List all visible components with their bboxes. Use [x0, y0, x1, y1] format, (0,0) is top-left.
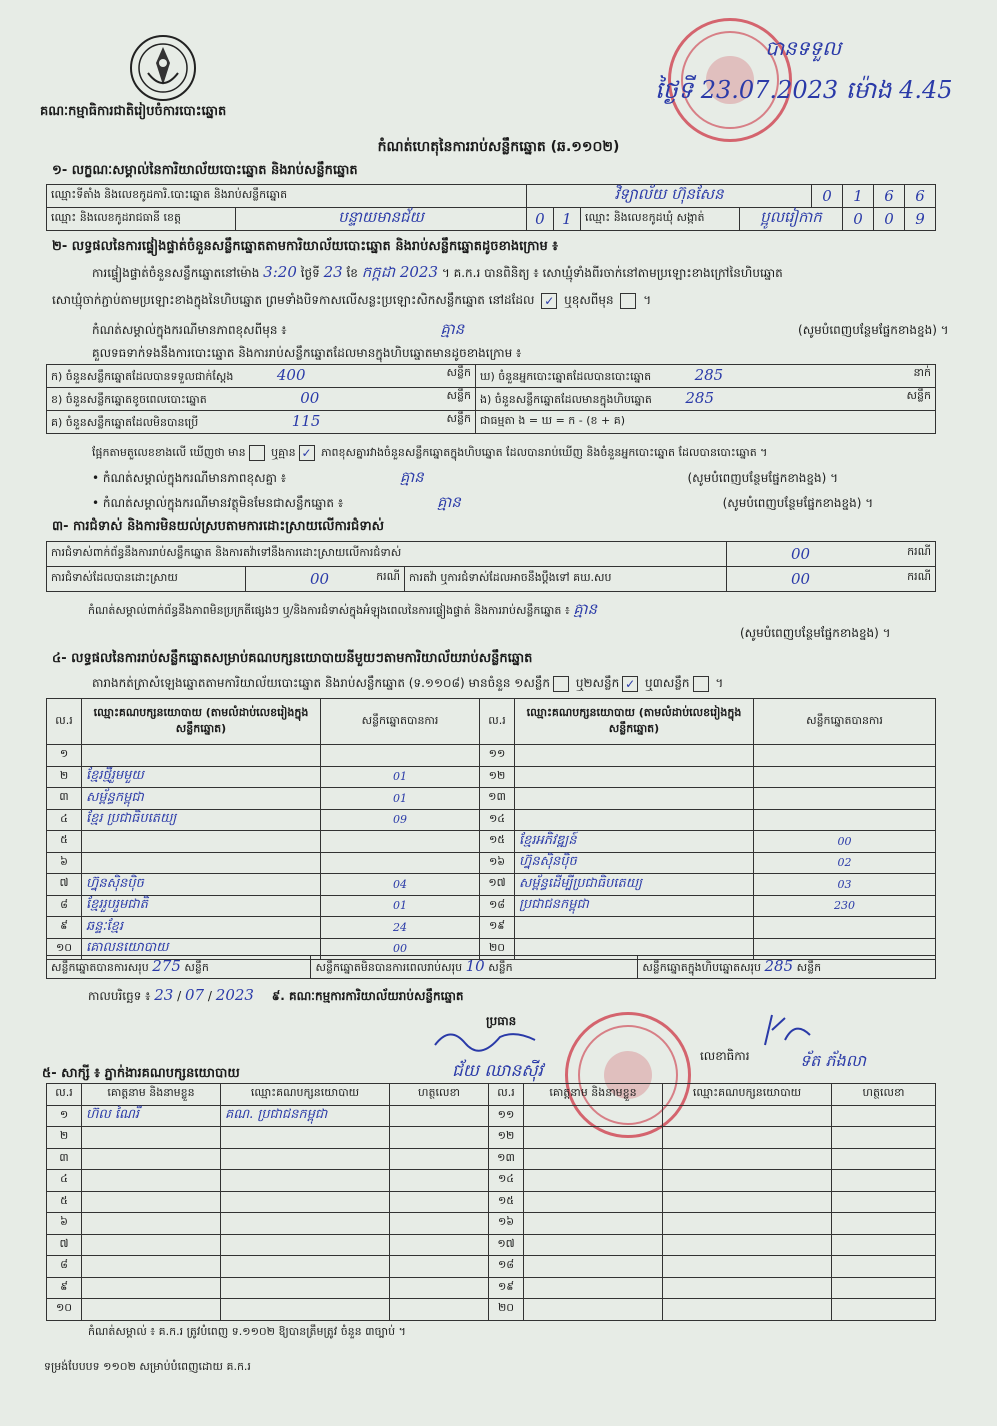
witness-party	[221, 1277, 390, 1299]
totals-row: សន្លឹកឆ្នោតបានការសរុប 275 សន្លឹក សន្លឹកឆ្នោតមិនបានការពេលរាប់សរុប 10 សន្លឹក សន្លឹកឆ្នោតក្នុងហិបឆ្នោតសរុប 285 សន្លឹក	[46, 955, 936, 979]
party-votes	[754, 766, 936, 788]
s2-time: 3:20	[263, 263, 297, 281]
row-number: ១៨	[480, 895, 515, 917]
receipt-note	[655, 25, 975, 165]
party-name	[515, 745, 754, 767]
witness-party	[663, 1105, 832, 1127]
row-number: ៥	[47, 1191, 82, 1213]
party-name	[515, 917, 754, 939]
table-row	[47, 1213, 936, 1235]
row-number: ១១	[489, 1105, 524, 1127]
witness-name	[524, 1299, 663, 1321]
chair-name: ជ័យ ឈានស៊ីវ	[452, 1061, 543, 1081]
party-name: ហ្វ៊ុនស៊ិនប៉ិច	[82, 874, 321, 896]
s2-month-year: កក្កដា 2023	[361, 263, 439, 281]
row-number: ១៤	[489, 1170, 524, 1192]
s3-row1-label: ការជំទាស់ពាក់ព័ន្ធនឹងការរាប់សន្លឹកឆ្នោត និងការតវ៉ាទៅនឹងការដោះស្រាយលើការជំទាស់	[47, 542, 727, 567]
witness-name	[524, 1234, 663, 1256]
s1-row1-value: វិទ្យាល័យ ហ៊ុនសែន	[526, 185, 811, 208]
witness-party	[221, 1191, 390, 1213]
row-number: ៩	[47, 1277, 82, 1299]
row-number: ៣	[47, 1148, 82, 1170]
section3-table: ការជំទាស់ពាក់ព័ន្ធនឹងការរាប់សន្លឹកឆ្នោត និងការតវ៉ាទៅនឹងការដោះស្រាយលើការជំទាស់ 00 ករណី ការជំទាស់ដែលបានដោះស្រាយ 00 ករណី ការតវ៉ា ឬការជំទាស់ដែលអាចនឹងប្តឹងទៅ គឃ.សប 00 ករណី	[46, 541, 936, 592]
total-valid: 275	[152, 957, 181, 975]
code-digit: 0	[843, 208, 874, 231]
table-row	[47, 1191, 936, 1213]
row-number: ១	[47, 745, 82, 767]
row-number: ៣	[47, 788, 82, 810]
witness-party	[663, 1256, 832, 1278]
row-number: ៤	[47, 1170, 82, 1192]
s1-commune-value: ប្អូលរៀកាក	[739, 208, 842, 231]
witness-name	[82, 1277, 221, 1299]
table-row	[47, 766, 936, 788]
row-number: ១០	[47, 938, 82, 960]
table-row	[47, 1148, 936, 1170]
receipt-line1: បានទទួល	[765, 36, 842, 60]
s3-note: កំណត់សម្គាល់ពាក់ព័ន្ធនឹងភាពមិនប្រក្រតីផ្សេងៗ ឬ/និងការជំទាស់ក្នុងអំឡុងពេលនៃការផ្ទៀងផ្ទាត់ និងការរាប់សន្លឹកឆ្នោត ៖ គ្មាន	[88, 600, 598, 618]
witness-table: ល.រ គោត្តនាម និងនាមខ្លួន ឈ្មោះគណបក្សនយោបាយ ហត្ថលេខា ល.រ គោត្តនាម និងនាមខ្លួន ឈ្មោះគណបក្សនយោបាយ ហត្ថលេខា ១ ហ៊ល ណៃរី គណ. ប្រជាជនកម្ពុជា ១១ ២ ១២ ៣ ១៣ ៤ ១៤ ៥ ១៥ ៦ ១៦ ៧ ១៧ ៨ ១៨ ៩ ១៩ ១០ ២០	[46, 1083, 936, 1321]
witness-signature	[832, 1148, 936, 1170]
witness-signature	[390, 1277, 489, 1299]
witness-signature	[390, 1299, 489, 1321]
party-votes: 24	[321, 917, 480, 939]
table-row	[47, 1127, 936, 1149]
witness-party	[221, 1213, 390, 1235]
row-number: ១១	[480, 745, 515, 767]
total-invalid: 10	[465, 957, 485, 975]
row-number: ១៧	[480, 874, 515, 896]
witness-party	[221, 1234, 390, 1256]
table-row	[47, 788, 936, 810]
row-number: ២	[47, 766, 82, 788]
witness-name	[524, 1127, 663, 1149]
witness-signature	[832, 1277, 936, 1299]
party-votes	[754, 809, 936, 831]
org-name: គណៈកម្មាធិការជាតិរៀបចំការបោះឆ្នោត	[40, 104, 227, 119]
row-number: ១៩	[489, 1277, 524, 1299]
s3-row2-label: ការជំទាស់ដែលបានដោះស្រាយ	[47, 567, 246, 592]
form-title: កំណត់ហេតុនៃការរាប់សន្លឹកឆ្នោត (ឆ.១១០២)	[377, 139, 620, 155]
party-name	[82, 745, 321, 767]
section2-heading: ២- លទ្ធផលនៃការផ្ទៀងផ្ទាត់ចំនួនសន្លឹកឆ្នោតតាមការិយាល័យបោះឆ្នោត និងរាប់សន្លឹកឆ្នោតដូចខាងក្រោម ៖	[52, 239, 558, 254]
u-value: 285	[694, 366, 724, 384]
table-row	[47, 1105, 936, 1127]
secretary-label: លេខាធិការ	[700, 1049, 750, 1063]
witness-signature	[390, 1105, 489, 1127]
s2-day: 23	[323, 263, 343, 281]
party-name	[515, 809, 754, 831]
party-name: សម្ព័ន្ធកម្ពុជា	[82, 788, 321, 810]
row-number: ១៨	[489, 1256, 524, 1278]
party-votes	[754, 917, 936, 939]
chair-label: ប្រធាន	[486, 1014, 517, 1028]
witness-signature	[832, 1213, 936, 1235]
row-number: ៥	[47, 831, 82, 853]
s2-note-value: គ្មាន	[440, 320, 465, 338]
table-row	[47, 1170, 936, 1192]
s1-commune-label: ឈ្មោះ និងលេខកូដឃុំ សង្កាត់	[580, 208, 739, 231]
s3-row1-value: 00	[791, 545, 811, 563]
witness-signature	[832, 1191, 936, 1213]
s4-intro: តារាងកត់ត្រាសំឡេងឆ្នោតតាមការិយាល័យបោះឆ្នោត និងរាប់សន្លឹកឆ្នោត (ទ.១១០៨) មានចំនួន ១សន្លឹក ឬ២សន្លឹក ✓ ឬ៣សន្លឹក ។	[92, 676, 724, 691]
witness-name: ហ៊ល ណៃរី	[82, 1105, 221, 1127]
s2-line2: សោឃ្មុំចាក់ភ្ជាប់តាមប្រឡោះខាងក្នុងនៃហិបឆ្នោត ព្រមទាំងបិទកាសលើសន្លះប្រឡោះសិកសន្លឹកឆ្នោត នៅដដែល ✓ ឬខុសពីមុន ។	[52, 293, 652, 308]
witness-signature	[390, 1127, 489, 1149]
section1-table	[46, 184, 936, 231]
no-diff-checkbox[interactable]: ✓	[299, 445, 315, 461]
witness-signature	[832, 1234, 936, 1256]
row-number: ១៤	[480, 809, 515, 831]
code-digit: 0	[526, 208, 553, 231]
table-row	[47, 1299, 936, 1321]
witness-name	[82, 1299, 221, 1321]
party-votes: 00	[321, 938, 480, 960]
formula: ជាធម្មតា ង = ឃ = ក - (ខ + គ)	[476, 411, 936, 434]
secretary-signature	[760, 1010, 820, 1050]
party-name	[82, 852, 321, 874]
witness-name	[524, 1213, 663, 1235]
footnote: កំណត់សម្គាល់ ៖ គ.ក.រ ត្រូវបំពេញ ទ.១១០២ ឱ្យបានត្រឹមត្រូវ ចំនួន ៣ច្បាប់ ។	[88, 1325, 406, 1338]
national-emblem-icon	[128, 33, 198, 103]
party-name: ប្រជាជនកម្ពុជា	[515, 895, 754, 917]
witness-name	[524, 1148, 663, 1170]
two-sheet-checkbox[interactable]: ✓	[622, 676, 638, 692]
s2-compare-line: ផ្អែកតាមតួលេខខាងលើ ឃើញថា មាន ឬគ្មាន ✓ ភាពខុសគ្នារវាងចំនួនសន្លឹកឆ្នោតក្នុងហិបឆ្នោត ដែលបានរាប់ឃើញ និងចំនួនអ្នកបោះឆ្នោត ដែលបានបោះឆ្នោត ។	[92, 446, 768, 460]
section3-heading: ៣- ការជំទាស់ និងការមិនយល់ស្របតាមការដោះស្រាយលើការជំទាស់	[52, 519, 384, 534]
witness-name	[524, 1277, 663, 1299]
code-digit: 1	[553, 208, 580, 231]
row-number: ១៣	[489, 1148, 524, 1170]
row-number: ៦	[47, 1213, 82, 1235]
three-sheet-checkbox[interactable]	[693, 676, 709, 692]
kh-value: 00	[300, 389, 320, 407]
party-votes: 02	[754, 852, 936, 874]
witness-party	[663, 1127, 832, 1149]
witness-name	[524, 1191, 663, 1213]
row-number: ១២	[480, 766, 515, 788]
party-name	[515, 788, 754, 810]
section5-heading: ៥- សាក្សី ៖ ភ្នាក់ងារគណបក្សនយោបាយ	[42, 1066, 240, 1081]
row-number: ១៦	[489, 1213, 524, 1235]
row-number: ៧	[47, 1234, 82, 1256]
code-digit: 6	[905, 185, 936, 208]
s3-fill-hint: (សូមបំពេញបន្ថែមផ្នែកខាងខ្នង) ។	[740, 626, 891, 640]
witness-signature	[390, 1213, 489, 1235]
witness-signature	[390, 1170, 489, 1192]
witness-signature	[390, 1234, 489, 1256]
same-checkbox[interactable]: ✓	[541, 293, 557, 309]
row-number: ២០	[489, 1299, 524, 1321]
party-votes: 00	[754, 831, 936, 853]
row-number: ២០	[480, 938, 515, 960]
witness-name	[82, 1234, 221, 1256]
party-name: ខ្មែររួបរួមជាតិ	[82, 895, 321, 917]
s2-results-table: ក) ចំនួនសន្លឹកឆ្នោតដែលបានទទួលជាក់ស្តែង 400 សន្លឹក ឃ) ចំនួនអ្នកបោះឆ្នោតដែលបានបោះឆ្នោត 285 នាក់ ខ) ចំនួនសន្លឹកឆ្នោតខូចពេលបោះឆ្នោត 00 សន្លឹក ង) ចំនួនសន្លឹកឆ្នោតដែលមានក្នុងហិបឆ្នោត 285 សន្លឹក គ) ចំនួនសន្លឹកឆ្នោតដែលមិនបានប្រើ 115 សន្លឹក ជាធម្មតា ង = ឃ = ក - (ខ + គ)	[46, 364, 936, 434]
row-number: ១៧	[489, 1234, 524, 1256]
s2-results-intro: គួលទធទាក់ទងនឹងការបោះឆ្នោត និងការរាប់សន្លឹកឆ្នោតដែលមានក្នុងហិបឆ្នោតមានដូចខាងក្រោម ៖	[92, 346, 522, 360]
party-votes: 230	[754, 895, 936, 917]
party-name: ខ្មែរថ្មីរួមមួយ	[82, 766, 321, 788]
party-name: ខ្មែរអភិវឌ្ឍន៍	[515, 831, 754, 853]
code-digit: 0	[874, 208, 905, 231]
witness-signature	[390, 1191, 489, 1213]
witness-signature	[832, 1256, 936, 1278]
witness-party	[663, 1170, 832, 1192]
witness-name	[82, 1191, 221, 1213]
party-name: គោលនយោបាយ	[82, 938, 321, 960]
code-digit: 9	[905, 208, 936, 231]
party-votes	[321, 831, 480, 853]
party-votes: 04	[321, 874, 480, 896]
section1-heading: ១- លក្ខណៈសម្គាល់នៃការិយាល័យបោះឆ្នោត និងរាប់សន្លឹកឆ្នោត	[52, 163, 358, 178]
row-number: ១៥	[480, 831, 515, 853]
section4-heading: ៤- លទ្ធផលនៃការរាប់សន្លឹកឆ្នោតសម្រាប់គណបក្សនយោបាយនីមួយៗតាមការិយាល័យរាប់សន្លឹកឆ្នោត	[52, 651, 533, 666]
table-row	[47, 809, 936, 831]
table-row	[47, 895, 936, 917]
table-row	[47, 1277, 936, 1299]
witness-name	[82, 1170, 221, 1192]
row-number: ១	[47, 1105, 82, 1127]
party-name: សម្ព័ន្ធដើម្បីប្រជាធិបតេយ្យ	[515, 874, 754, 896]
s2-intro-line: ការផ្ទៀងផ្ទាត់ចំនួនសន្លឹកឆ្នោតនៅម៉ោង 3:20 ថ្ងៃទី 23 ខែ កក្កដា 2023 ។ គ.ក.រ បានពិនិត្យ ៖ សោឃ្មុំទាំងពីរចាក់នៅតាមប្រឡោះខាងក្រៅនៃហិបឆ្នោត	[92, 263, 783, 281]
party-votes	[321, 745, 480, 767]
row-number: ៨	[47, 1256, 82, 1278]
chair-signature	[430, 1025, 540, 1055]
party-name	[82, 831, 321, 853]
witness-party	[663, 1148, 832, 1170]
witness-party	[663, 1191, 832, 1213]
witness-name	[82, 1148, 221, 1170]
one-sheet-checkbox[interactable]	[553, 676, 569, 692]
code-digit: 0	[812, 185, 843, 208]
row-number: ៦	[47, 852, 82, 874]
table-row	[47, 831, 936, 853]
s3-row2b-label: ការតវ៉ា ឬការជំទាស់ដែលអាចនឹងប្តឹងទៅ គឃ.សប	[405, 567, 727, 592]
witness-party	[663, 1277, 832, 1299]
witness-name	[82, 1127, 221, 1149]
party-name	[515, 766, 754, 788]
code-digit: 1	[843, 185, 874, 208]
party-votes: 01	[321, 788, 480, 810]
table-row	[47, 874, 936, 896]
table-row	[47, 917, 936, 939]
row-number: ១៥	[489, 1191, 524, 1213]
date-line: កាលបរិច្ឆេទ ៖ 23 / 07 / 2023 ៩. គណៈកម្មការការិយាល័យរាប់សន្លឹកឆ្នោត	[88, 986, 464, 1004]
party-name: ខ្មែរ ប្រជាធិបតេយ្យ	[82, 809, 321, 831]
party-results-table: ល.រ ឈ្មោះគណបក្សនយោបាយ (តាមលំដាប់លេខរៀងក្នុងសន្លឹកឆ្នោត) សន្លឹកឆ្នោតបានការ ល.រ ឈ្មោះគណបក្សនយោបាយ (តាមលំដាប់លេខរៀងក្នុងសន្លឹកឆ្នោត) សន្លឹកឆ្នោតបានការ ១ ១១ ២ ខ្មែរថ្មីរួមមួយ 01 ១២ ៣ សម្ព័ន្ធកម្ពុជា 01 ១៣ ៤ ខ្មែរ ប្រជាធិបតេយ្យ 09 ១៤ ៥ ១៥ ខ្មែរអភិវឌ្ឍន៍ 00 ៦ ១៦ ហ្វ៊ុនស៊ិនប៉ិច 02 ៧ ហ្វ៊ុនស៊ិនប៉ិច 04 ១៧ សម្ព័ន្ធដើម្បីប្រជាធិបតេយ្យ 03 ៨ ខ្មែររួបរួមជាតិ 01 ១៨ ប្រជាជនកម្ពុជា 230 ៩ ឆន្ទៈខ្មែរ 24 ១៩ ១០ គោលនយោបាយ 00 ២០	[46, 698, 936, 960]
witness-signature	[390, 1256, 489, 1278]
party-votes	[321, 852, 480, 874]
witness-party	[663, 1213, 832, 1235]
witness-name	[82, 1256, 221, 1278]
footer: ទម្រង់បែបបទ ១១០២ សម្រាប់បំពេញដោយ គ.ក.រ	[44, 1360, 251, 1373]
witness-name	[524, 1105, 663, 1127]
witness-name	[524, 1170, 663, 1192]
total-box: 285	[764, 957, 794, 975]
secretary-name: ទ័ត ភ័ងលា	[800, 1051, 867, 1070]
witness-party	[221, 1148, 390, 1170]
party-name: ហ្វ៊ុនស៊ិនប៉ិច	[515, 852, 754, 874]
row-number: ៤	[47, 809, 82, 831]
witness-party	[663, 1299, 832, 1321]
witness-signature	[390, 1148, 489, 1170]
row-number: ១៩	[480, 917, 515, 939]
witness-party	[221, 1170, 390, 1192]
party-votes: 01	[321, 895, 480, 917]
witness-party: គណ. ប្រជាជនកម្ពុជា	[221, 1105, 390, 1127]
row-number: ១៣	[480, 788, 515, 810]
party-name: ឆន្ទៈខ្មែរ	[82, 917, 321, 939]
witness-party	[221, 1127, 390, 1149]
witness-signature	[832, 1299, 936, 1321]
table-row	[47, 1234, 936, 1256]
has-diff-checkbox[interactable]	[249, 445, 265, 461]
code-digit: 6	[874, 185, 905, 208]
k-value: 400	[276, 366, 306, 384]
row-number: ៨	[47, 895, 82, 917]
s1-row2-value: បន្ទាយមានជ័យ	[236, 208, 527, 231]
ng-value: 285	[685, 389, 715, 407]
row-number: ១៦	[480, 852, 515, 874]
row-number: ៩	[47, 917, 82, 939]
row-number: ៧	[47, 874, 82, 896]
different-checkbox[interactable]	[620, 293, 636, 309]
witness-signature	[832, 1170, 936, 1192]
row-number: ២	[47, 1127, 82, 1149]
row-number: ១០	[47, 1299, 82, 1321]
witness-name	[82, 1213, 221, 1235]
party-votes: 09	[321, 809, 480, 831]
party-votes	[754, 745, 936, 767]
table-row	[47, 852, 936, 874]
g-value: 115	[291, 412, 321, 430]
witness-party	[221, 1256, 390, 1278]
row-number: ១២	[489, 1127, 524, 1149]
s2-obj-note: • កំណត់សម្គាល់ក្នុងករណីមានវត្ថុមិនមែនជាសន្លឹកឆ្នោត ៖ គ្មាន (សូមបំពេញបន្ថែមផ្នែកខាងខ្នង) ។	[92, 493, 874, 511]
party-votes: 03	[754, 874, 936, 896]
party-votes	[754, 788, 936, 810]
s1-row2-label: ឈ្មោះ និងលេខកូដរាជធានី ខេត្ត	[47, 208, 236, 231]
party-votes: 01	[321, 766, 480, 788]
table-row	[47, 745, 936, 767]
witness-party	[663, 1234, 832, 1256]
s2-note-line: កំណត់សម្គាល់ក្នុងករណីមានភាពខុសពីមុន ៖ គ្មាន (សូមបំពេញបន្ថែមផ្នែកខាងខ្នង) ។	[92, 320, 949, 338]
witness-signature	[832, 1105, 936, 1127]
witness-name	[524, 1256, 663, 1278]
witness-party	[221, 1299, 390, 1321]
table-row	[47, 1256, 936, 1278]
receipt-line2: ថ្ងៃទី 23.07.2023 ម៉ោង 4.45	[655, 76, 953, 104]
s2-diff-note: • កំណត់សម្គាល់ក្នុងករណីមានភាពខុសគ្នា ៖ គ្មាន (សូមបំពេញបន្ថែមផ្នែកខាងខ្នង) ។	[92, 468, 839, 486]
s1-row1-label: ឈ្មោះទីតាំង និងលេខកូដការិ.បោះឆ្នោត និងរាប់សន្លឹកឆ្នោត	[47, 185, 527, 208]
witness-signature	[832, 1127, 936, 1149]
